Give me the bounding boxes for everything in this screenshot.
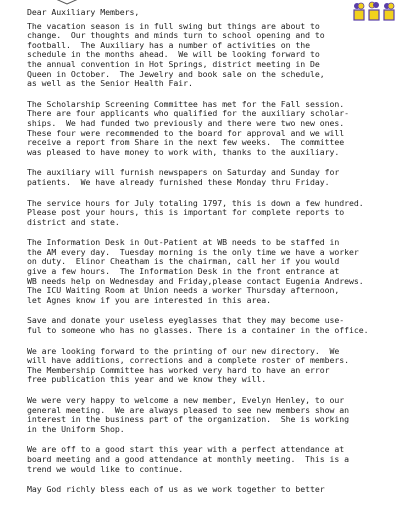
text-line: let Agnes know if you are interested in this area. [27, 294, 271, 305]
text-line: ful to someone who has no glasses. There is a container in the office. [27, 325, 369, 336]
letter-paragraphs [27, 22, 393, 495]
text-line: The Information Desk in Out-Patient at WB needs to be staffed in [27, 237, 340, 248]
paragraph [27, 396, 393, 434]
paragraph [27, 347, 393, 385]
paragraph [27, 238, 393, 305]
text-line: The vacation season is in full swing but things are about to [27, 20, 320, 31]
text-line: We are off to a good start this year with a perfect attendance at [27, 444, 345, 455]
salutation: Dear Auxiliary Members, [27, 7, 140, 17]
text-line: the AM every day. Tuesday morning is the only time we have a worker [27, 246, 359, 257]
text-line: football. The Auxiliary has a number of activities on the [27, 39, 310, 50]
text-line: change. Our thoughts and minds turn to school opening and to [27, 30, 325, 41]
paragraph [27, 316, 393, 335]
text-line: as well as the Senior Health Fair. [27, 78, 193, 89]
text-line: Save and donate your useless eyeglasses that they may become use- [27, 315, 345, 326]
text-line: The service hours for July totaling 1797, this is down a few hundred. [27, 197, 364, 208]
text-line: The auxiliary will furnish newspapers on Saturday and Sunday for [27, 167, 340, 178]
text-line: in the Uniform Shop. [27, 423, 125, 434]
text-line: There are four applicants who qualified for the auxiliary scholar- [27, 108, 350, 119]
text-line: patients. We have already furnished these Monday thru Friday. [27, 176, 330, 187]
text-line: ships. We had funded two previously and there were two new ones. [27, 117, 345, 128]
letter-body [27, 8, 393, 506]
text-line: The Scholarship Screening Committee has met for the Fall session. [27, 98, 345, 109]
text-line: The Membership Committee has worked very hard to have an error [27, 364, 330, 375]
paragraph [27, 22, 393, 89]
paragraph [27, 199, 393, 228]
text-line: trend we would like to continue. [27, 463, 184, 474]
text-line: interest in the business part of the organization. She is working [27, 414, 350, 425]
paragraph [27, 168, 393, 187]
text-line: on duty. Elinor Cheatham is the chairman, call her if you would [27, 256, 340, 267]
text-line: We are looking forward to the printing of our new directory. We [27, 345, 340, 356]
chevron-mark-icon [47, 0, 87, 6]
text-line: the annual convention in Hot Springs, district meeting in De [27, 58, 320, 69]
text-line: was pleased to have money to work with, thanks to the auxiliary. [27, 146, 340, 157]
paragraph [27, 485, 393, 495]
text-line: will have additions, corrections and a complete roster of members. [27, 355, 350, 366]
text-line: These four were recommended to the board for approval and we will [27, 127, 345, 138]
text-line: Queen in October. The Jewelry and book sale on the schedule, [27, 68, 325, 79]
text-line: district and state. [27, 216, 120, 227]
text-line: free publication this year and we know they will. [27, 374, 267, 385]
text-line: Please post your hours, this is important for complete reports to [27, 207, 345, 218]
text-line: The ICU Waiting Room at Union needs a worker Thursday afternoon, [27, 285, 340, 296]
text-line: We were very happy to welcome a new member, Evelyn Henley, to our [27, 395, 345, 405]
text-line: give a few hours. The Information Desk in the front entrance at [27, 266, 340, 277]
text-line: schedule in the months ahead. We will be looking forward to [27, 49, 320, 60]
text-line: board meeting and a good attendance at monthly meeting. This is a [27, 453, 350, 464]
text-line: general meeting. We are always pleased to see new members show an [27, 404, 350, 415]
paragraph [27, 445, 393, 474]
paragraph [27, 100, 393, 158]
text-line: WB needs help on Wednesday and Friday,please contact Eugenia Andrews. [27, 275, 364, 286]
text-line: receive a report from Share in the next few weeks. The committee [27, 137, 345, 148]
text-line: May God richly bless each of us as we work together to better [27, 484, 325, 495]
